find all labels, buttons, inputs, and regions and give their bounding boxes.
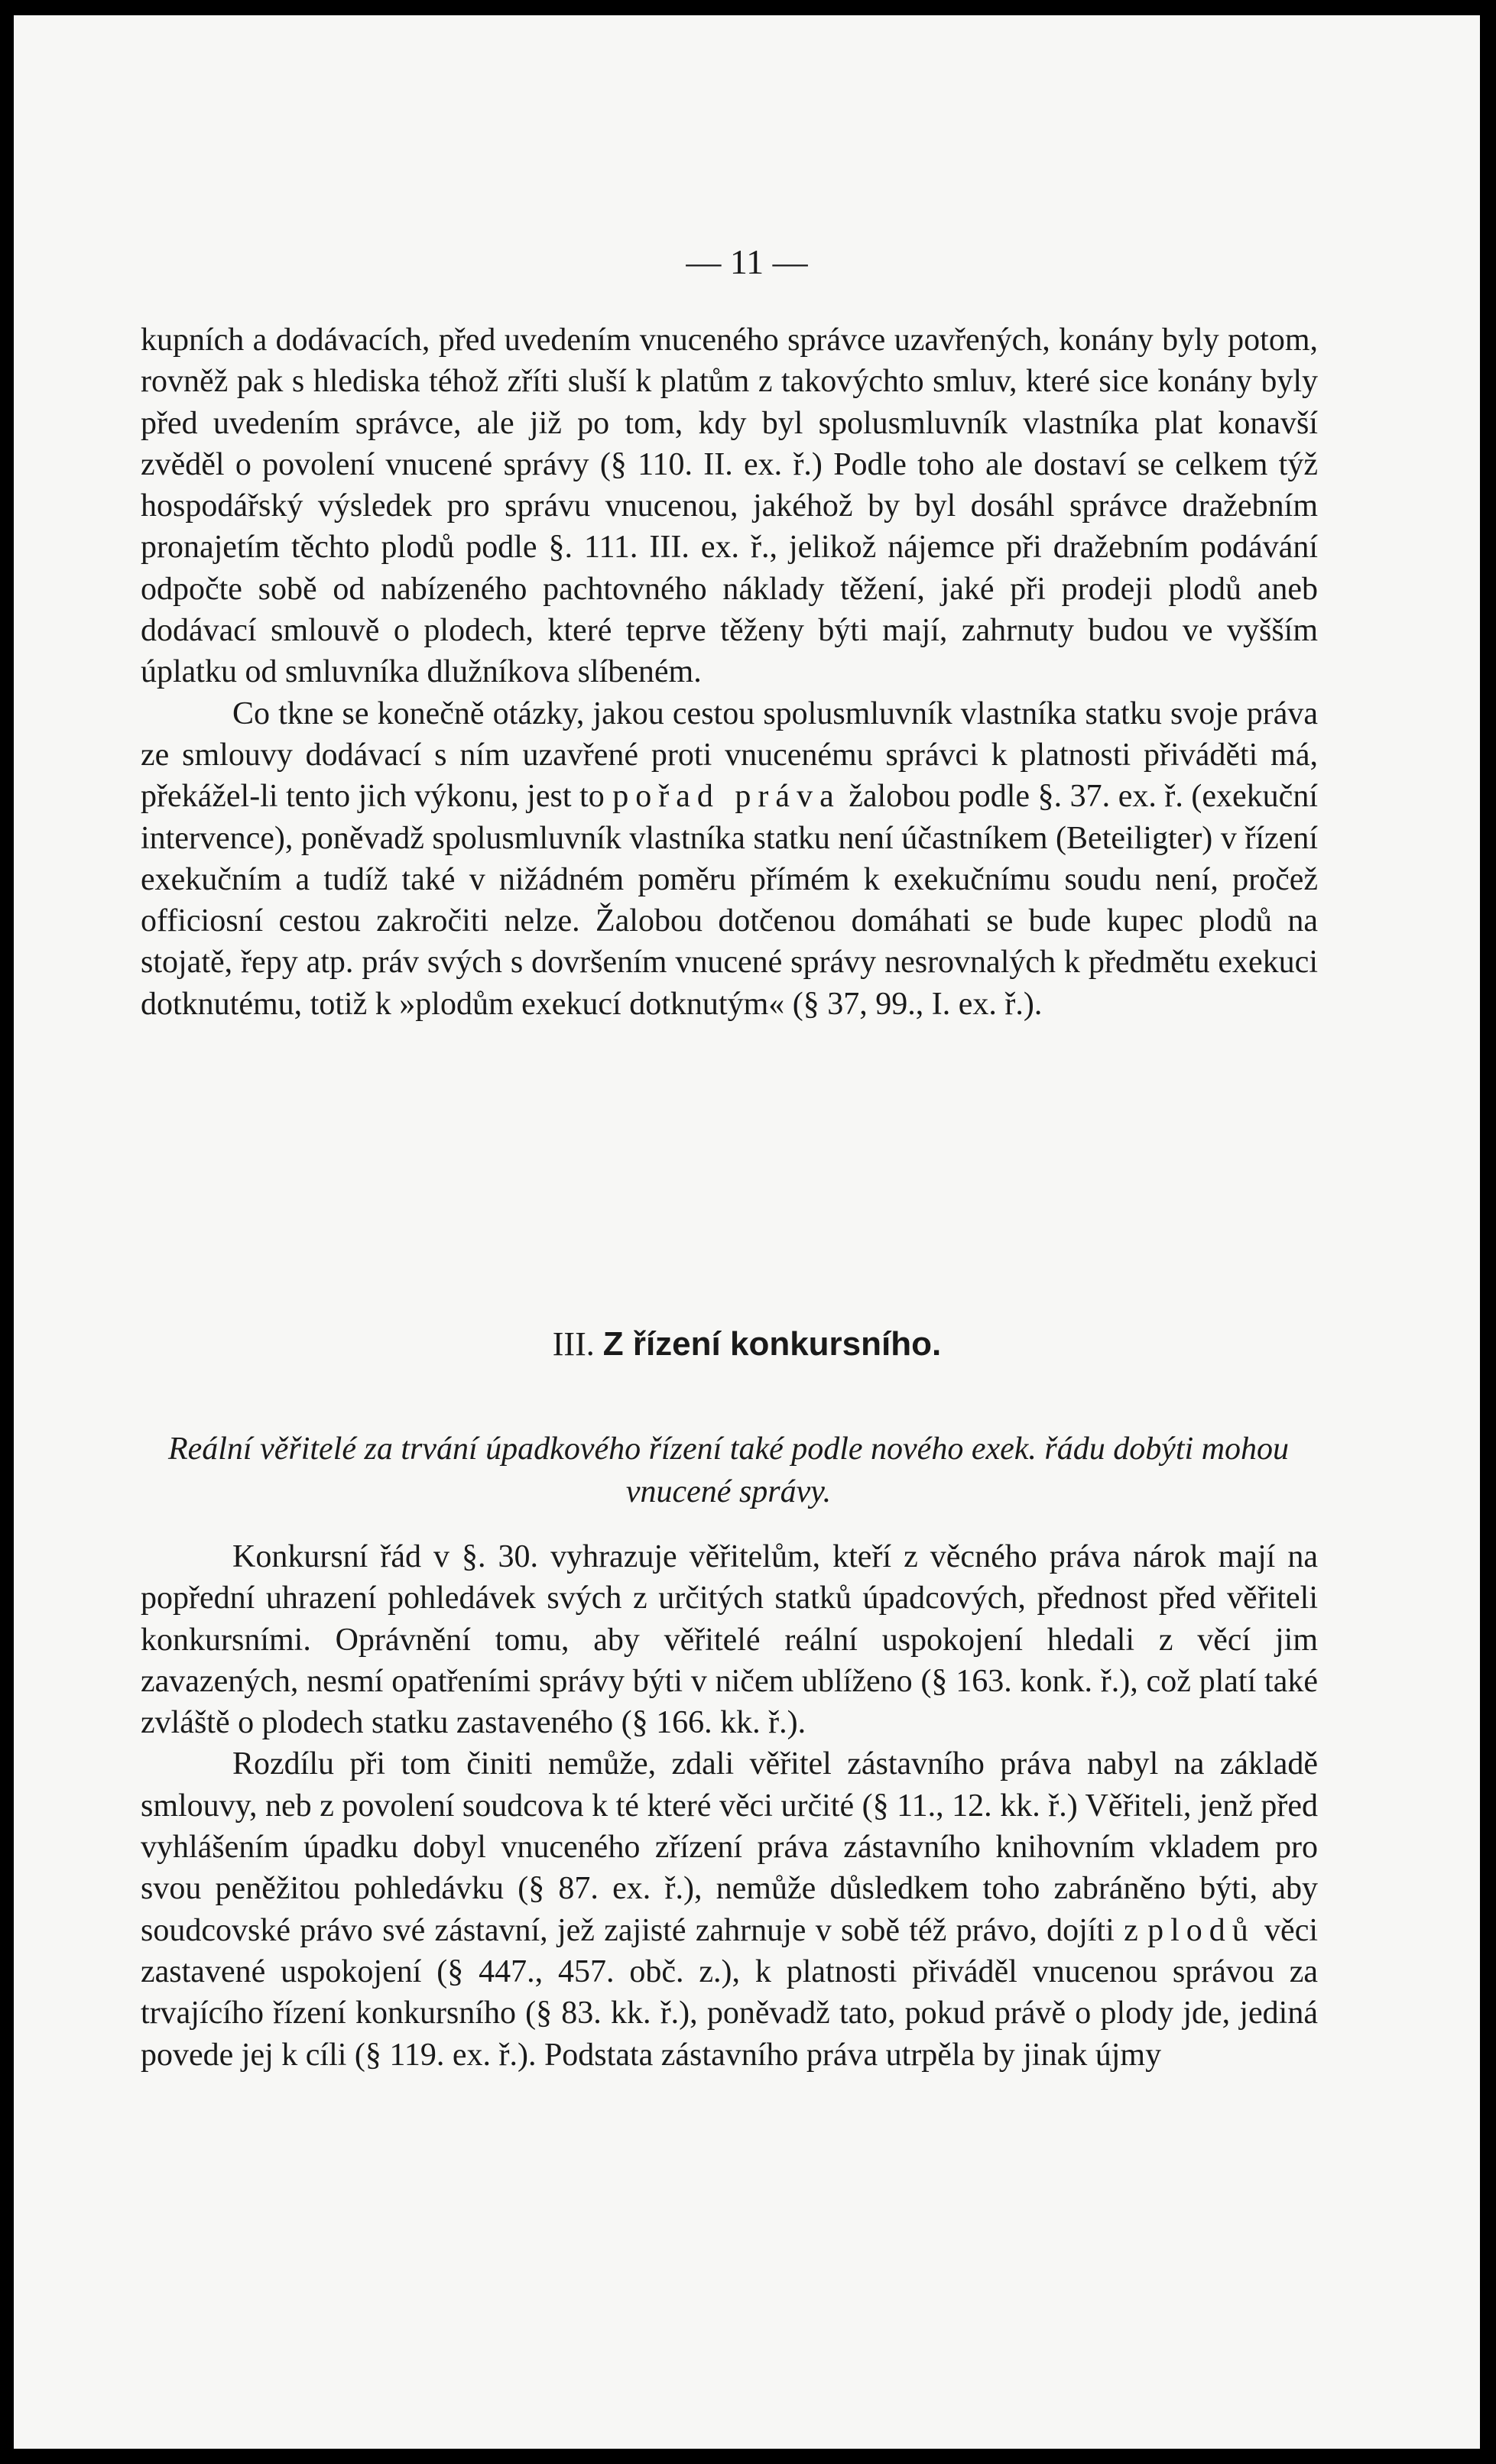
paragraph-difference — [141, 1743, 1318, 2075]
page-number: — 11 — — [686, 242, 808, 281]
paragraph-konkurs: Konkursní řád v §. 30. vyhrazuje věřitelům, kteří z věcného práva nárok mají na popřední uhrazení pohledávek svých z určitých statků úpadcových, přednost před věřiteli konkursními. Oprávnění tomu, aby věřitelé reální uspokojení hledali z věcí jim zavazených, nesmí opatřeními správy býti v ničem ublíženo (§ 163. konk. ř.), což platí také zvláště o plodech statku zastaveného (§ 166. kk. ř.). — [141, 1539, 1318, 1741]
body-text-top — [141, 319, 1318, 1025]
emphasized-text: pořad práva — [612, 779, 841, 815]
paragraph-continuation: kupních a dodávacích, před uvedením vnuceného správce uzavřených, konány byly potom, rovněž pak s hlediska téhož zříti sluší k platům z takovýchto smluv, které sice konány byly před uvedením správce, ale již po tom, kdy byl spolusmluvník vlastníka plat konavší zvěděl o povolení vnucené správy (§ 110. II. ex. ř.) Podle toho ale dostaví se celkem týž hospodářský výsledek pro správu vnucenou, jakéhož by byl dosáhl správce dražebním pronajetím těchto plodů podle §. 111. III. ex. ř., jelikož nájemce při dražebním podávání odpočte sobě od nabízeného pachtovného náklady těžení, jaké při prodeji plodů aneb dodávací smlouvě o plodech, které teprve těženy býti mají, zahrnuty budou ve vyšším úplatku od smluvníka dlužníkova slíbeném. — [141, 323, 1318, 690]
paragraph-text: věci zastavené uspokojení (§ 447., 457. obč. z.), k platnosti přiváděl vnucenou správou za trvajícího řízení konkursního (§ 83. kk. ř.), poněvadž tato, pokud právě o plody jde, jediná povede jej k cíli (§ 119. ex. ř.). Podstata zástavního práva utrpěla by jinak újmy — [141, 1912, 1319, 2073]
section-heading — [14, 1324, 1480, 1365]
section-title: Z řízení konkursního. — [602, 1325, 942, 1363]
section-subheading: Reální věřitelé za trvání úpadkového řízení také podle nového exek. řádu dobýti mohou vnucené správy. — [167, 1431, 1290, 1509]
paragraph-text: Rozdílu při tom činiti nemůže, zdali věřitel zástavního práva nabyl na základě smlouvy, neb z povolení soudcova k té které věci určité (§ 11., 12. kk. ř.) Věřiteli, jenž před vyhlášením úpadku dobyl vnuceného zřízení práva zástavního knihovním vkladem pro svou peněžitou pohledávku (§ 87. ex. ř.), nemůže důsledkem toho zabráněno býti, aby soudcovské právo své zástavní, jež zajisté zahrnuje v sobě též právo, dojíti z — [141, 1746, 1318, 1948]
emphasized-text: plodů — [1147, 1912, 1255, 1948]
paragraph-text: Co tkne se konečně otázky, jakou cestou spolusmluvník vlastníka statku svoje práva ze smlouvy dodávací s ním uzavřené proti vnucenému správci k platnosti přiváděti má, překážel-li tento jich výkonu, jest to — [141, 695, 1318, 815]
body-text-bottom — [141, 1536, 1318, 2076]
paragraph-intervention — [141, 693, 1318, 1025]
section-number: III. — [552, 1325, 595, 1363]
document-page — [14, 15, 1480, 2449]
paragraph-text: žalobou podle §. 37. ex. ř. (exekuční intervence), poněvadž spolusmluvník vlastníka statku není účastníkem (Beteiligter) v řízení exekučním a tudíž také v nižádném poměru přímém k exekučnímu soudu není, pročež officiosní cestou zakročiti nelze. Žalobou dotčenou domáhati se bude kupec plodů na stojatě, řepy atp. práv svých s dovršením vnucené správy nesrovnalých k předmětu exekuci dotknutému, totiž k »plodům exekucí dotknutým« (§ 37, 99., I. ex. ř.). — [141, 779, 1318, 1022]
